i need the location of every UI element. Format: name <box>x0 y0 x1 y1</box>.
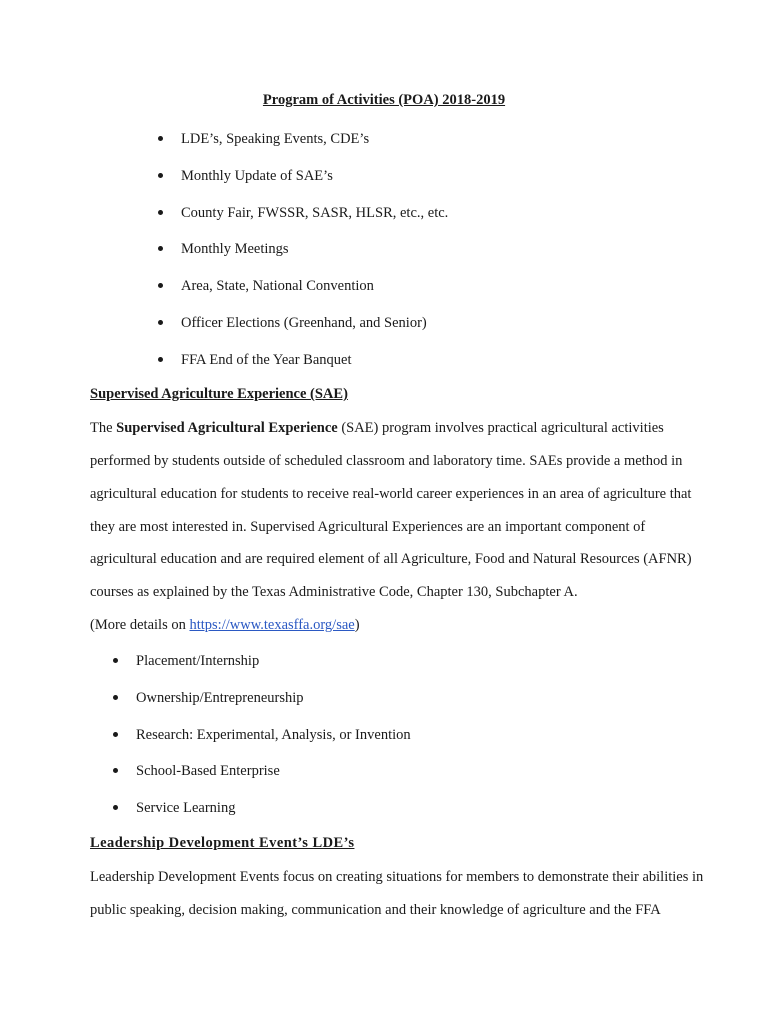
bullet-icon <box>113 695 118 700</box>
sae-heading: Supervised Agriculture Experience (SAE) <box>90 386 348 402</box>
paragraph-line: public speaking, decision making, communication and their knowledge of agriculture and the FFA <box>90 902 661 918</box>
bullet-icon <box>158 320 163 325</box>
bullet-icon <box>158 210 163 215</box>
paragraph-line: agricultural education for students to receive real-world career experiences in an area of agriculture that <box>90 486 692 502</box>
bullet-icon <box>158 246 163 251</box>
paragraph-line: The Supervised Agricultural Experience (SAE) program involves practical agricultural activities <box>90 420 664 436</box>
paragraph-line: performed by students outside of scheduled classroom and laboratory time. SAEs provide a method in <box>90 453 683 469</box>
document-page: Program of Activities (POA) 2018-2019 LDE’s, Speaking Events, CDE’s Monthly Update of SAE’s County Fair, FWSSR, SASR, HLSR, etc., etc. Monthly Meetings Area, State, National Convention Officer Elections (Greenhand, and Senior) FFA End of the Year Banquet Supervised Agriculture Experience (SAE) The Supervised Agricultural Experience (SAE) program involves practical agricultural activities performed by students outside of scheduled classroom and laboratory time. SAEs provide a method in agricultural education for students to receive real-world career experiences in an area of agriculture that they are most interested in. Supervised Agricultural Experiences are an important component of agricultural education and are required element of all Agriculture, Food and Natural Resources (AFNR) courses as explained by the Texas Administrative Code, Chapter 130, Subchapter A. (More details on https://www.texasffa.org/sae) Placement/Internship Ownership/Entrepreneurship Research: Experimental, Analysis, or Invention School-Based Enterprise Service Learning Leadership Development Event’s LDE’s Leadership Development Events focus on creating situations for members to demonstrate their abilities in public speaking, decision making, communication and their knowledge of agriculture and the FFA <box>0 0 768 1024</box>
more-details: (More details on https://www.texasffa.org/sae) <box>90 617 360 633</box>
bullet-icon <box>158 283 163 288</box>
bullet-icon <box>158 136 163 141</box>
paragraph-line: they are most interested in. Supervised Agricultural Experiences are an important component of <box>90 519 646 535</box>
bullet-icon <box>113 658 118 663</box>
bullet-icon <box>158 357 163 362</box>
bullet-icon <box>113 732 118 737</box>
paragraph-line: courses as explained by the Texas Administrative Code, Chapter 130, Subchapter A. <box>90 584 578 600</box>
sae-link[interactable]: https://www.texasffa.org/sae <box>189 617 355 633</box>
bullet-icon <box>158 173 163 178</box>
bullet-icon <box>113 805 118 810</box>
bold-term: Supervised Agricultural Experience <box>116 420 338 436</box>
paragraph-line: Leadership Development Events focus on creating situations for members to demonstrate their abilities in <box>90 869 704 885</box>
lde-heading: Leadership Development Event’s LDE’s <box>90 835 355 851</box>
paragraph-line: agricultural education and are required element of all Agriculture, Food and Natural Resources (AFNR) <box>90 551 692 567</box>
page-title: Program of Activities (POA) 2018-2019 <box>262 92 506 108</box>
bullet-icon <box>113 768 118 773</box>
